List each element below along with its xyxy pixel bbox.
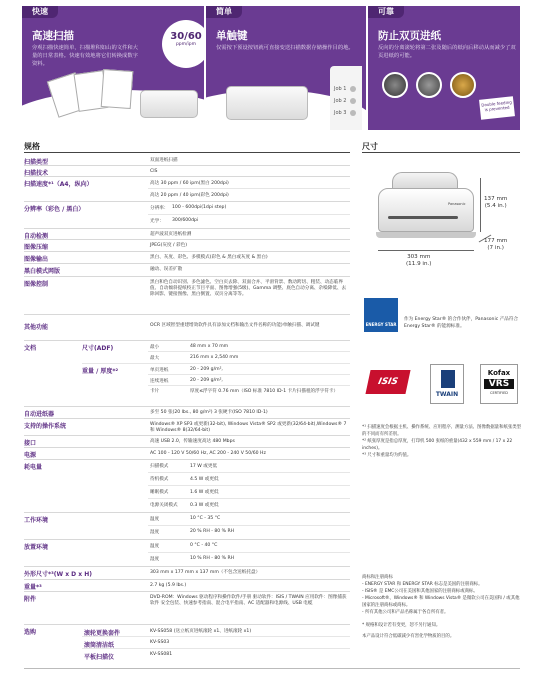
spec-key: 最小 bbox=[150, 345, 160, 350]
roller-image bbox=[382, 72, 408, 98]
spec-row bbox=[24, 407, 350, 419]
spec-row bbox=[24, 419, 350, 436]
spec-value: 黑白、灰度、彩色、多模模式(彩色 & 黑白或灰度 & 黑白) bbox=[150, 255, 268, 260]
spec-label: 耗电量 bbox=[24, 464, 43, 471]
spec-row bbox=[24, 580, 350, 592]
spec-label: 扫描速度*¹（A4，纵向） bbox=[24, 181, 93, 188]
spec-key: 温度 bbox=[150, 517, 160, 522]
spec-value: 20 - 209 g/m², bbox=[190, 378, 223, 383]
spec-subrow bbox=[148, 364, 350, 375]
job-button bbox=[350, 110, 356, 116]
spec-label: 图像压缩 bbox=[24, 244, 49, 251]
spec-value: 2.7 kg (5.9 lbs.) bbox=[150, 583, 187, 588]
feature-panel-simple bbox=[206, 6, 366, 130]
depth-dimension: 177 mm (7 in.) bbox=[484, 238, 508, 251]
spec-key: 分辨率： bbox=[150, 206, 169, 211]
spec-value: 216 mm x 2,540 mm bbox=[190, 355, 239, 360]
dimensions-heading: 尺寸 bbox=[362, 142, 378, 151]
spec-key: 待机模式 bbox=[150, 477, 169, 482]
spec-value: 100 - 600dpi(1dpi step) bbox=[172, 205, 227, 210]
spec-key: 最大 bbox=[150, 356, 160, 361]
feature-tab-simple: 简单 bbox=[206, 6, 242, 18]
twain-mark-icon bbox=[441, 370, 455, 388]
spec-subrow bbox=[148, 553, 350, 566]
energy-star-logo: ENERGY STAR bbox=[364, 298, 398, 332]
spec-value: KV-SS03 bbox=[150, 640, 170, 645]
spec-label: 附件 bbox=[24, 596, 37, 603]
spec-value: 融动、误差扩散 bbox=[150, 267, 183, 272]
spec-row bbox=[24, 592, 350, 625]
spec-value: 17 W 或更低 bbox=[190, 464, 218, 469]
spec-label: 接口 bbox=[24, 440, 37, 447]
spec-key: 连续进纸 bbox=[150, 379, 169, 384]
spec-label: 支持的操作系统 bbox=[24, 423, 67, 430]
spec-subrow bbox=[148, 540, 350, 553]
spec-value: OCR 区域智型重建增效软件具有添加文档和输出文件名称的功能)单触扫描、调试键 bbox=[150, 323, 320, 328]
spec-row bbox=[24, 229, 350, 240]
spec-value: 10 % RH - 80 % RH bbox=[190, 556, 235, 561]
trademark-notes bbox=[362, 574, 522, 640]
specs-table bbox=[24, 155, 350, 661]
feature-title-simple: 单触键 bbox=[216, 30, 248, 42]
spec-row bbox=[24, 264, 350, 277]
spec-sublabel: 重量 / 厚度*² bbox=[82, 368, 119, 375]
job-button bbox=[350, 86, 356, 92]
spec-sublabel: 平板扫描仪 bbox=[84, 654, 115, 661]
spec-key: 睡眠模式 bbox=[150, 490, 169, 495]
job-button bbox=[350, 98, 356, 104]
spec-label: 分辨率（彩色 / 黑白） bbox=[24, 206, 85, 213]
spec-label: 文档 bbox=[24, 345, 37, 352]
specs-heading: 规格 bbox=[24, 142, 40, 151]
trademark-note: - ENERGY STAR 和 ENERGY STAR 标志是美国的注册商标。 bbox=[362, 582, 483, 587]
roller-image bbox=[450, 72, 476, 98]
scanner-image bbox=[140, 90, 198, 118]
spec-key: 光学： bbox=[150, 219, 164, 224]
height-dimension: 137 mm (5.4 in.) bbox=[484, 196, 508, 209]
spec-subrow bbox=[148, 486, 350, 499]
feature-panel-fast bbox=[22, 6, 204, 130]
kofax-logo-text: Kofax bbox=[487, 369, 511, 377]
spec-value: 超声波双页进纸检测 bbox=[150, 232, 192, 237]
spec-key: 单页进纸 bbox=[150, 368, 169, 373]
spec-subrow bbox=[148, 473, 350, 486]
spec-value: 4.5 W 或更低 bbox=[190, 477, 219, 482]
spec-label: 图像输出 bbox=[24, 256, 49, 263]
spec-group-work-env bbox=[24, 513, 350, 540]
spec-sublabel: 滚筒清洁纸 bbox=[84, 642, 115, 649]
spec-subrow bbox=[148, 499, 350, 512]
spec-subrow bbox=[82, 637, 350, 649]
spec-value: 20 % RH - 80 % RH bbox=[190, 529, 235, 534]
spec-label: 外形尺寸*³(W x D x H) bbox=[24, 571, 92, 578]
certification-logos bbox=[364, 364, 520, 404]
spec-value: 高达 30 ppm / 60 ipm(黑白 200dpi) bbox=[150, 181, 229, 186]
spec-sublabel: 尺寸(ADF) bbox=[82, 345, 114, 352]
feature-banner bbox=[22, 6, 520, 130]
feature-desc-fast: 旁观扫描快速简单，扫描堆积如山的文件和大量的日常表格。快速有效地将它们转换成数字资料。 bbox=[32, 45, 138, 67]
spec-label: 工作环境 bbox=[24, 517, 49, 524]
spec-sublabel: 滚轮更换套件 bbox=[84, 630, 121, 637]
spec-label: 放置环境 bbox=[24, 544, 49, 551]
footnote: *³ 尺寸和重量均为约值。 bbox=[362, 453, 412, 458]
width-dimension-line bbox=[378, 250, 474, 251]
scanner-slot bbox=[388, 216, 458, 219]
spec-row bbox=[24, 252, 350, 264]
spec-value: 20 - 209 g/m², bbox=[190, 367, 223, 372]
isis-logo: ISIS bbox=[365, 370, 410, 394]
spec-subrow bbox=[148, 513, 350, 526]
width-dimension: 303 mm (11.9 in.) bbox=[406, 254, 432, 267]
spec-key: 扫描模式 bbox=[150, 464, 169, 469]
spec-row bbox=[24, 155, 350, 166]
feature-title-reliable: 防止双页进纸 bbox=[378, 30, 441, 42]
spec-row bbox=[24, 448, 350, 460]
spec-value: AC 100 - 120 V 50/60 Hz, AC 200 - 240 V 50/60 Hz bbox=[150, 451, 266, 456]
spec-label: 自动进纸器 bbox=[24, 411, 55, 418]
spec-group-storage-env bbox=[24, 540, 350, 567]
energy-star-text: 作为 Energy Star® 的合作伙伴，Panasonic 产品符合Energy Star® 的能源标准。 bbox=[404, 317, 519, 329]
footnote: *² 纸张厚度是指总厚度，打印机 500 张纸的重量(432 x 559 mm / 17 x 22 inches)。 bbox=[362, 439, 513, 451]
spec-group-power bbox=[24, 460, 350, 513]
spec-row bbox=[24, 240, 350, 252]
feature-desc-reliable: 反向的分离滚轮将第二张及随后的纸向后移动从而减少了双页进纸的可能。 bbox=[378, 45, 516, 59]
spec-subrow bbox=[148, 202, 350, 215]
job-label: Job 1 bbox=[334, 86, 347, 92]
spec-subrow bbox=[148, 189, 350, 201]
footnotes bbox=[362, 424, 522, 459]
dimensions-heading-rule bbox=[362, 152, 520, 153]
eco-note: 本产品设计符合低碳减少有害化学物质的目的。 bbox=[362, 634, 455, 639]
scanner-brand: Panasonic bbox=[448, 202, 466, 206]
spec-value: KV-SS058 (送立纸页进纸滚轮 x1、进纸滚轮 x1) bbox=[150, 629, 252, 634]
job-label: Job 3 bbox=[334, 110, 347, 116]
trademark-heading: 商标和注册商标 bbox=[362, 575, 393, 580]
spec-group-resolution bbox=[24, 202, 350, 229]
scanner-image bbox=[226, 86, 308, 120]
feature-desc-simple: 仅需按下预设按钮就可直接变送扫描数据存储操作目的地。 bbox=[216, 45, 354, 51]
spec-value: 303 mm x 177 mm x 137 mm（不包含送纸托盘） bbox=[150, 570, 261, 575]
spec-group-options bbox=[24, 625, 350, 661]
spec-label: 扫描类型 bbox=[24, 159, 49, 166]
trademark-note: - ISIS® 是 EMC公司在美国和其他国家的注册商标或商标。 bbox=[362, 589, 478, 594]
spec-row bbox=[24, 277, 350, 315]
spec-key: 温度 bbox=[150, 544, 160, 549]
trademark-note: - Microsoft®、Windows® 和 Windows Vista® 是微软公司在美国和 / 或其他国家的注册商标或商标。 bbox=[362, 596, 520, 608]
spec-value: 厚度≤浮字符 0.76 mm（ISO 标准 7810 ID-1 卡片扫描租的浮字符卡） bbox=[190, 389, 339, 394]
spec-row bbox=[24, 567, 350, 580]
twain-logo bbox=[430, 364, 464, 404]
spec-label: 选购 bbox=[24, 629, 37, 636]
spec-value: 10 °C - 35 °C bbox=[190, 516, 221, 521]
spec-value: JPEG(灰度 / 彩色) bbox=[150, 243, 188, 248]
job-button-panel bbox=[330, 66, 362, 130]
spec-subrow bbox=[148, 526, 350, 539]
spec-label: 图像控制 bbox=[24, 281, 49, 288]
double-feed-tag: Double feeding is prevented bbox=[479, 96, 515, 119]
spec-value: KV-SS081 bbox=[150, 652, 173, 657]
document-sheet-image bbox=[101, 69, 134, 109]
spec-row bbox=[24, 315, 350, 341]
specs-heading-rule bbox=[24, 152, 350, 153]
speed-unit: ppm/ipm bbox=[175, 42, 197, 47]
spec-label: 重量*³ bbox=[24, 584, 42, 591]
spec-subrow bbox=[148, 177, 350, 189]
spec-value: 黑白和色自动识别、多色滤色、空白页去除、双面合并、平滑背景、数动跨切、粗装、动态临界值、自动倾斜提纸校正节目平面、图像增强(5级)、Gamma 调整、底色自动分离、杂噪降低、去除回影、键接图像、黑白倒置、双页分离等等。 bbox=[150, 280, 347, 297]
spec-label: 扫描技术 bbox=[24, 170, 49, 177]
spec-group-documents bbox=[24, 341, 350, 407]
spec-value: Windows® XP SP3 或更新(32-bit), Windows Vista® SP2 或更新(32/64-bit),Windows® 7 和 Windows® 8(32/64-bit) bbox=[150, 422, 347, 433]
roller-image bbox=[416, 72, 442, 98]
speed-value: 30/60 bbox=[170, 31, 202, 42]
footer-rule bbox=[24, 668, 520, 669]
dimensions-diagram bbox=[362, 158, 520, 278]
spec-label: 电源 bbox=[24, 452, 37, 459]
job-label: Job 2 bbox=[334, 98, 347, 104]
speed-badge bbox=[162, 20, 204, 68]
vrs-logo-text: VRS bbox=[484, 379, 514, 389]
spec-key: 电源关闭模式 bbox=[150, 503, 178, 508]
spec-subrow bbox=[148, 460, 350, 473]
spec-row bbox=[24, 436, 350, 448]
spec-key: 湿度 bbox=[150, 557, 160, 562]
kofax-vrs-logo bbox=[480, 364, 518, 404]
spec-value: 0.3 W 或更低 bbox=[190, 503, 219, 508]
spec-value: 多至 50 张(20 lbs., 80 g/m²) 3 张硬卡(ISO 7810 ID-1) bbox=[150, 410, 268, 415]
spec-subrow bbox=[148, 341, 350, 352]
spec-value: 双面进纸扫描 bbox=[150, 158, 178, 163]
spec-label: 自动检测 bbox=[24, 233, 49, 240]
scanner-body-image bbox=[378, 188, 474, 232]
spec-subrow bbox=[82, 625, 350, 637]
spec-subrow bbox=[148, 386, 350, 406]
spec-value: 48 mm x 70 mm bbox=[190, 344, 229, 349]
spec-row bbox=[24, 166, 350, 177]
spec-group-speed bbox=[24, 177, 350, 202]
trademark-note: - 所有其他公司和产品名称属于各自所有者。 bbox=[362, 610, 449, 615]
spec-value: 300/600dpi bbox=[172, 218, 199, 223]
height-dimension-line bbox=[480, 178, 481, 232]
spec-value: 高达 20 ppm / 40 ipm(彩色 200dpi) bbox=[150, 193, 229, 198]
spec-subrow bbox=[148, 215, 350, 228]
spec-value: 0 °C - 40 °C bbox=[190, 543, 218, 548]
scanner-tray-image bbox=[376, 232, 476, 238]
twain-logo-text: TWAIN bbox=[435, 391, 459, 398]
spec-value: DVD-ROM：Windows 驱动程序和操作软件/手册 驱动软件：ISIS / TWAIN 应用软件：图像捕获软件 安全包装、快速参考指南、混合电平指南、AC 适配器和电源线、USB 电缆 bbox=[150, 595, 347, 606]
feature-title-fast: 高速扫描 bbox=[32, 30, 74, 42]
spec-subrow bbox=[148, 375, 350, 386]
spec-value: 1.6 W 或更低 bbox=[190, 490, 219, 495]
spec-key: 卡片 bbox=[150, 389, 160, 394]
spec-key: 湿度 bbox=[150, 530, 160, 535]
spec-value: 高速 USB 2.0，传输速度高达 480 Mbps bbox=[150, 439, 235, 444]
footnote: *¹ 扫描速度会根据主机、操作系统、应用程序、测量方法、图像数据量和纸张类型的不同而有所差别。 bbox=[362, 425, 522, 437]
spec-value: CIS bbox=[150, 169, 158, 174]
spec-subrow bbox=[82, 649, 350, 661]
disclaimer: * 规格和设计若有变更，恕不另行通知。 bbox=[362, 623, 441, 628]
certified-logo-text: CERTIFIED bbox=[490, 391, 508, 395]
spec-label: 其他功能 bbox=[24, 324, 49, 331]
feature-panel-reliable bbox=[368, 6, 520, 130]
spec-subrow bbox=[148, 352, 350, 363]
feature-tab-reliable: 可靠 bbox=[368, 6, 404, 18]
spec-label: 黑白模式网版 bbox=[24, 268, 61, 275]
feature-tab-fast: 快速 bbox=[22, 6, 58, 18]
